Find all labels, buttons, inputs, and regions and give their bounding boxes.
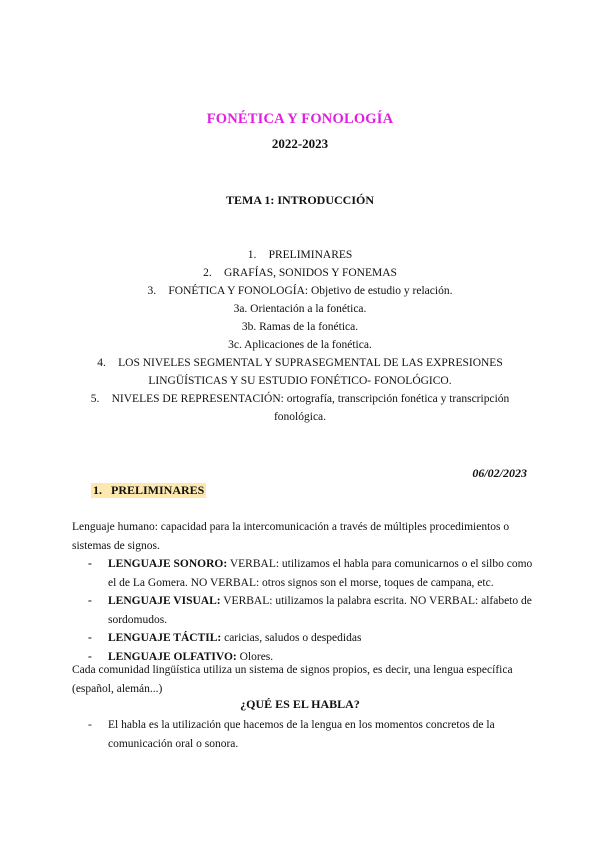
toc-subitem-3c: [0, 336, 600, 354]
toc-subitem-3b: [0, 318, 600, 336]
toc-item-2: [0, 264, 600, 282]
list-item: [88, 592, 538, 629]
community-paragraph: Cada comunidad lingüística utiliza un sistema de signos propios, es decir, una lengua específica (español, alemán...): [72, 664, 513, 695]
item-text: VERBAL: utilizamos la palabra escrita. NO VERBAL: alfabeto de sordomudos.: [108, 595, 532, 626]
section-heading: 1. PRELIMINARES: [93, 483, 205, 497]
toc-text: NIVELES DE REPRESENTACIÓN: ortografía, transcripción fonética y transcripción: [111, 393, 510, 405]
intro-paragraph: Lenguaje humano: capacidad para la intercomunicación a través de múltiples procedimientos o sistemas de signos.: [72, 521, 510, 552]
dash-bullet-icon: -: [88, 650, 92, 663]
toc-item-4-cont: [0, 372, 600, 390]
document-title: FONÉTICA Y FONOLOGÍA: [206, 111, 394, 127]
dash-bullet-icon: -: [88, 558, 92, 570]
toc-text: 3c. Aplicaciones de la fonética.: [228, 339, 372, 351]
toc-item-3: [0, 282, 600, 300]
dash-bullet-icon: -: [88, 595, 92, 607]
toc-text: LOS NIVELES SEGMENTAL Y SUPRASEGMENTAL DE LAS EXPRESIONES: [118, 357, 503, 369]
question-heading: ¿QUÉ ES EL HABLA?: [240, 697, 360, 711]
toc-text: PRELIMINARES: [268, 249, 353, 261]
toc-subitem-3a: [0, 300, 600, 318]
toc-number: 5.: [90, 393, 100, 405]
toc-number: 3.: [147, 285, 157, 297]
toc-number: 4.: [97, 357, 106, 369]
item-text: VERBAL: utilizamos el habla para comunicarnos o el silbo como el de La Gomera. NO VERBAL: otros signos son el morse, toques de campana, etc.: [108, 558, 533, 589]
toc-number: 1.: [247, 249, 257, 261]
item-text: El habla es la utilización que hacemos de la lengua en los momentos concretos de la comunicación oral o sonora.: [108, 719, 495, 750]
toc-item-5: [0, 390, 600, 408]
item-text: Olores.: [239, 650, 274, 663]
toc-text: GRAFÍAS, SONIDOS Y FONEMAS: [223, 267, 397, 279]
lecture-date: 06/02/2023: [472, 466, 527, 480]
toc-item-4: [0, 354, 600, 372]
list-item: [88, 555, 538, 592]
list-item: [88, 716, 538, 753]
dash-bullet-icon: -: [88, 632, 92, 644]
habla-list: [88, 716, 538, 753]
toc-text: 3a. Orientación a la fonética.: [233, 303, 367, 315]
toc-item-5-cont: [0, 408, 600, 426]
item-label: LENGUAJE OLFATIVO:: [108, 650, 237, 663]
toc-text: fonológica.: [273, 411, 327, 423]
item-label: LENGUAJE VISUAL:: [108, 595, 221, 607]
toc-text: FONÉTICA Y FONOLOGÍA: Objetivo de estudio y relación.: [168, 285, 453, 297]
list-item: [88, 629, 538, 648]
academic-year: 2022-2023: [271, 136, 329, 151]
toc-text: LINGÜÍSTICAS Y SU ESTUDIO FONÉTICO- FONOLÓGICO.: [148, 375, 452, 387]
toc-number: 2.: [203, 267, 212, 279]
unit-title: TEMA 1: INTRODUCCIÓN: [225, 193, 374, 207]
toc-item-1: [0, 246, 600, 264]
item-label: LENGUAJE TÁCTIL:: [108, 632, 222, 644]
item-label: LENGUAJE SONORO:: [108, 558, 228, 570]
toc-text: 3b. Ramas de la fonética.: [241, 321, 359, 333]
item-text: caricias, saludos o despedidas: [224, 632, 362, 644]
language-types-list: [88, 555, 538, 666]
dash-bullet-icon: -: [88, 719, 92, 731]
